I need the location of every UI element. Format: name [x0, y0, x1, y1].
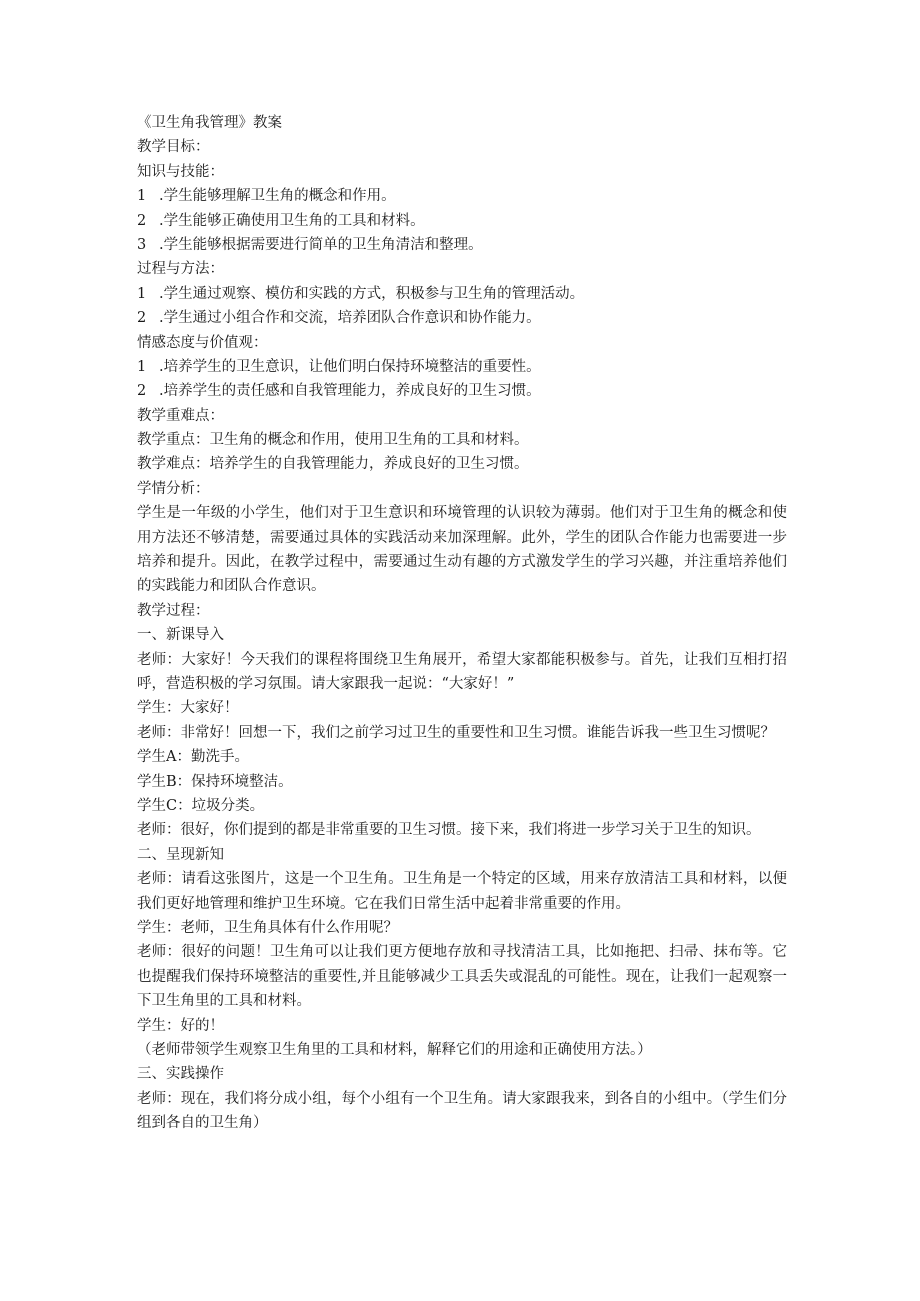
dialogue-teacher: 老师：非常好！回想一下，我们之前学习过卫生的重要性和卫生习惯。谁能告诉我一些卫生习惯呢？ — [137, 724, 775, 741]
item-number: 1 — [137, 358, 147, 375]
dialogue-teacher: 老师：请看这张图片，这是一个卫生角。卫生角是一个特定的区域，用来存放清洁工具和材料，以便我们更好地管理和维护卫生环境。它在我们日常生活中起着非常重要的作用。 — [137, 871, 787, 912]
dialogue-student: 学生C：垃圾分类。 — [137, 798, 265, 815]
document-page — [137, 111, 787, 1136]
analysis-paragraph: 学生是一年级的小学生，他们对于卫生意识和环境管理的认识较为薄弱。他们对于卫生角的概念和使用方法还不够清楚，需要通过具体的实践活动来加深理解。此外，学生的团队合作能力也需要进一步培养和提升。因此，在教学过程中，需要通过生动有趣的方式激发学生的学习兴趣，并注重培养他们的实践能力和团队合作意识。 — [137, 505, 787, 595]
section-heading: 一、新课导入 — [137, 627, 224, 644]
dialogue-teacher: 老师：很好，你们提到的都是非常重要的卫生习惯。接下来，我们将进一步学习关于卫生的知识。 — [137, 822, 761, 839]
item-text: .学生通过小组合作和交流，培养团队合作意识和协作能力。 — [159, 310, 541, 327]
dialogue-teacher: 老师：现在，我们将分成小组，每个小组有一个卫生角。请大家跟我来，到各自的小组中。（学生们分组到各自的卫生角） — [137, 1090, 787, 1132]
key-points-heading: 教学重难点： — [137, 407, 224, 424]
section-heading: 二、呈现新知 — [137, 846, 224, 863]
analysis-heading: 学情分析： — [137, 480, 210, 497]
list-item — [137, 306, 787, 330]
dialogue-student: 学生：老师，卫生角具体有什么作用呢？ — [137, 920, 398, 937]
document-title: 《卫生角我管理》教案 — [137, 115, 282, 131]
list-item — [137, 184, 787, 208]
item-number: 2 — [137, 212, 147, 229]
objectives-heading: 教学目标： — [137, 139, 210, 156]
knowledge-heading: 知识与技能： — [137, 163, 224, 180]
procedure-heading: 教学过程： — [137, 602, 210, 619]
dialogue-teacher: 老师：大家好！今天我们的课程将围绕卫生角展开，希望大家都能积极参与。首先，让我们互相打招呼，营造积极的学习氛围。请大家跟我一起说：“大家好！” — [137, 651, 787, 693]
teaching-focus: 教学重点：卫生角的概念和作用，使用卫生角的工具和材料。 — [137, 432, 529, 449]
item-text: .学生通过观察、模仿和实践的方式，积极参与卫生角的管理活动。 — [159, 285, 585, 302]
dialogue-teacher: 老师：很好的问题！卫生角可以让我们更方便地存放和寻找清洁工具，比如拖把、扫帚、抹布等。它也提醒我们保持环境整洁的重要性,并且能够减少工具丢失或混乱的可能性。现在，让我们一起观察一下卫生角里的工具和材料。 — [137, 944, 787, 1010]
list-item — [137, 379, 787, 403]
dialogue-student: 学生：大家好！ — [137, 700, 239, 717]
stage-direction: （老师带领学生观察卫生角里的工具和材料，解释它们的用途和正确使用方法。） — [137, 1042, 652, 1059]
item-number: 2 — [137, 383, 147, 400]
item-text: .培养学生的卫生意识，让他们明白保持环境整洁的重要性。 — [159, 358, 541, 375]
section-heading: 三、实践操作 — [137, 1066, 224, 1083]
item-number: 2 — [137, 310, 147, 327]
teaching-difficulty: 教学难点：培养学生的自我管理能力，养成良好的卫生习惯。 — [137, 456, 529, 473]
dialogue-student: 学生B：保持环境整洁。 — [137, 773, 293, 790]
item-text: .学生能够根据需要进行简单的卫生角清洁和整理。 — [159, 236, 483, 253]
item-text: .学生能够正确使用卫生角的工具和材料。 — [159, 212, 425, 229]
item-number: 1 — [137, 188, 147, 205]
process-method-heading: 过程与方法： — [137, 261, 224, 278]
item-text: .学生能够理解卫生角的概念和作用。 — [159, 188, 396, 205]
dialogue-student: 学生A：勤洗手。 — [137, 749, 249, 766]
item-number: 1 — [137, 285, 147, 302]
item-number: 3 — [137, 236, 147, 253]
list-item — [137, 355, 787, 379]
dialogue-student: 学生：好的！ — [137, 1017, 224, 1034]
list-item — [137, 233, 787, 257]
attitude-heading: 情感态度与价值观： — [137, 334, 268, 351]
item-text: .培养学生的责任感和自我管理能力，养成良好的卫生习惯。 — [159, 383, 541, 400]
list-item — [137, 282, 787, 306]
list-item — [137, 209, 787, 233]
